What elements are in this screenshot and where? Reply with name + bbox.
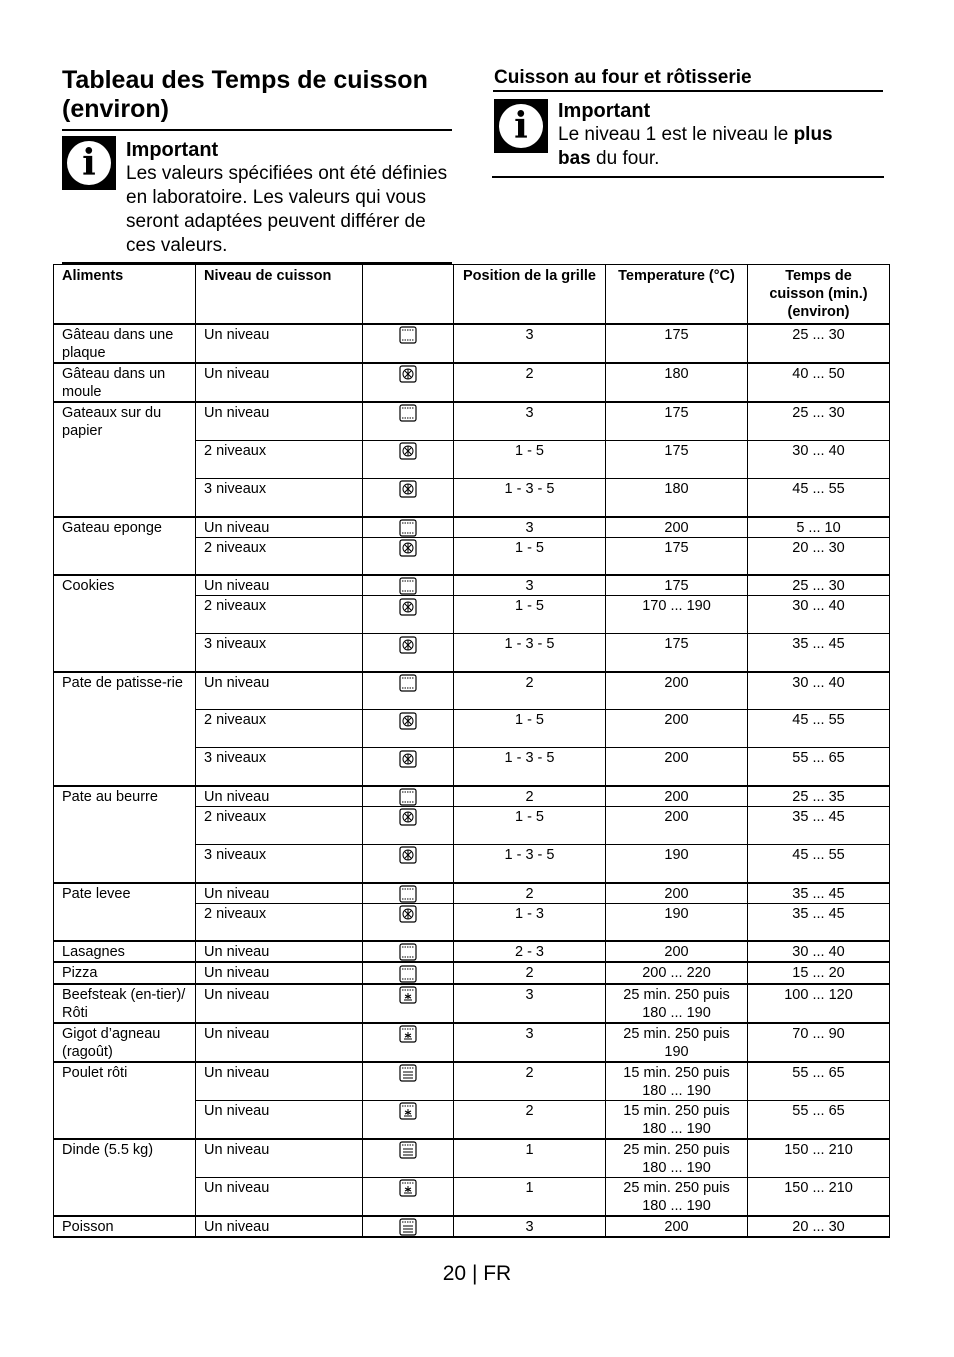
cell-position: 2 <box>454 1062 606 1101</box>
cell-food: Dinde (5.5 kg) <box>54 1139 196 1178</box>
cell-time: 35 ... 45 <box>748 634 890 672</box>
cell-mode <box>363 883 454 904</box>
cell-level: 2 niveaux <box>196 537 363 575</box>
cell-time: 70 ... 90 <box>748 1023 890 1062</box>
col-header-level: Niveau de cuisson <box>196 265 363 325</box>
cell-food <box>54 1100 196 1139</box>
cell-time: 20 ... 30 <box>748 1216 890 1237</box>
cell-mode <box>363 537 454 575</box>
cell-position: 2 <box>454 786 606 807</box>
cell-level: Un niveau <box>196 1177 363 1216</box>
cell-food: Gâteau dans une plaque <box>54 324 196 363</box>
cell-level: 2 niveaux <box>196 807 363 845</box>
cell-mode <box>363 962 454 983</box>
cell-mode <box>363 1100 454 1139</box>
cell-temperature: 190 <box>606 845 748 883</box>
table-row <box>54 807 890 845</box>
table-row <box>54 402 890 441</box>
table-row <box>54 710 890 748</box>
table-row <box>54 479 890 517</box>
cell-temperature: 200 <box>606 672 748 710</box>
cell-level: Un niveau <box>196 1139 363 1178</box>
cell-mode <box>363 324 454 363</box>
cell-food: Pate au beurre <box>54 786 196 807</box>
cell-food <box>54 596 196 634</box>
table-row <box>54 363 890 402</box>
cell-level: Un niveau <box>196 402 363 441</box>
important-text-bold: bas <box>558 148 591 169</box>
cell-level: Un niveau <box>196 786 363 807</box>
cell-position: 1 <box>454 1177 606 1216</box>
important-text-pre: Le niveau 1 est le niveau le <box>558 124 794 145</box>
cell-position: 1 - 5 <box>454 710 606 748</box>
cell-level: Un niveau <box>196 324 363 363</box>
cell-position: 3 <box>454 324 606 363</box>
cell-mode <box>363 1023 454 1062</box>
cell-food <box>54 903 196 941</box>
cell-mode <box>363 710 454 748</box>
cell-level: 3 niveaux <box>196 748 363 786</box>
cell-level: 3 niveaux <box>196 634 363 672</box>
cell-temperature: 175 <box>606 324 748 363</box>
cell-level: Un niveau <box>196 962 363 983</box>
cell-time: 5 ... 10 <box>748 517 890 538</box>
cell-time: 30 ... 40 <box>748 672 890 710</box>
important-text-bold: plus <box>793 124 833 145</box>
section-title: Cuisson au four et rôtisserie <box>494 67 752 88</box>
table-row <box>54 786 890 807</box>
cell-temperature: 25 min. 250 puis 180 ... 190 <box>606 984 748 1023</box>
page-number: 20 | FR <box>442 1262 512 1285</box>
cell-food: Pizza <box>54 962 196 983</box>
cell-level: Un niveau <box>196 1023 363 1062</box>
cell-position: 1 - 3 - 5 <box>454 748 606 786</box>
cell-position: 3 <box>454 1023 606 1062</box>
cell-time: 15 ... 20 <box>748 962 890 983</box>
cell-food: Gigot d’agneau (ragoût) <box>54 1023 196 1062</box>
cell-food: Poulet rôti <box>54 1062 196 1101</box>
info-icon: i <box>494 99 548 153</box>
cell-time: 45 ... 55 <box>748 845 890 883</box>
table-row <box>54 941 890 962</box>
cell-level: 3 niveaux <box>196 845 363 883</box>
cell-food <box>54 634 196 672</box>
cell-time: 150 ... 210 <box>748 1177 890 1216</box>
cell-temperature: 200 <box>606 517 748 538</box>
cell-food <box>54 710 196 748</box>
cell-time: 25 ... 30 <box>748 402 890 441</box>
cell-position: 3 <box>454 517 606 538</box>
fan-heat-icon <box>399 846 417 864</box>
cell-time: 100 ... 120 <box>748 984 890 1023</box>
table-row <box>54 845 890 883</box>
title-divider <box>62 129 452 131</box>
table-header-row <box>54 265 890 325</box>
grill-icon <box>399 1064 417 1082</box>
cell-temperature: 200 <box>606 807 748 845</box>
cell-food: Gâteau dans un moule <box>54 363 196 402</box>
top-bottom-heat-icon <box>399 885 417 903</box>
table-row <box>54 883 890 904</box>
cell-mode <box>363 984 454 1023</box>
important-text-post: du four. <box>590 148 660 169</box>
cell-time: 30 ... 40 <box>748 941 890 962</box>
cell-temperature: 175 <box>606 575 748 596</box>
cell-time: 25 ... 30 <box>748 324 890 363</box>
cell-level: Un niveau <box>196 363 363 402</box>
cell-temperature: 25 min. 250 puis 180 ... 190 <box>606 1139 748 1178</box>
cell-mode <box>363 1216 454 1237</box>
cell-time: 35 ... 45 <box>748 883 890 904</box>
cell-mode <box>363 596 454 634</box>
cell-time: 45 ... 55 <box>748 479 890 517</box>
cell-temperature: 200 <box>606 748 748 786</box>
cell-food <box>54 479 196 517</box>
cell-time: 30 ... 40 <box>748 596 890 634</box>
important-note-left <box>126 138 456 258</box>
col-header-position: Position de la grille <box>454 265 606 325</box>
cell-temperature: 200 <box>606 710 748 748</box>
table-row <box>54 537 890 575</box>
cell-position: 1 - 3 - 5 <box>454 479 606 517</box>
cell-food <box>54 748 196 786</box>
cell-level: 2 niveaux <box>196 596 363 634</box>
fan-heat-icon <box>399 539 417 557</box>
fan-heat-icon <box>399 905 417 923</box>
cell-time: 55 ... 65 <box>748 748 890 786</box>
cell-temperature: 200 <box>606 786 748 807</box>
cell-mode <box>363 517 454 538</box>
cell-level: Un niveau <box>196 517 363 538</box>
cell-food <box>54 537 196 575</box>
cooking-times-table <box>53 264 890 1238</box>
cell-food: Beefsteak (en-tier)/ Rôti <box>54 984 196 1023</box>
fan-heat-icon <box>399 480 417 498</box>
cell-temperature: 200 <box>606 1216 748 1237</box>
cell-mode <box>363 363 454 402</box>
top-bottom-heat-icon <box>399 577 417 595</box>
cell-position: 1 <box>454 1139 606 1178</box>
top-bottom-heat-icon <box>399 326 417 344</box>
cell-food <box>54 1177 196 1216</box>
cell-level: Un niveau <box>196 1100 363 1139</box>
cell-mode <box>363 748 454 786</box>
fan-heat-icon <box>399 636 417 654</box>
cell-mode <box>363 903 454 941</box>
cell-position: 3 <box>454 984 606 1023</box>
fan-heat-icon <box>399 808 417 826</box>
table-row <box>54 1216 890 1237</box>
table-row <box>54 903 890 941</box>
table-row <box>54 1023 890 1062</box>
cell-position: 1 - 5 <box>454 441 606 479</box>
cell-time: 35 ... 45 <box>748 903 890 941</box>
cell-food <box>54 441 196 479</box>
cell-level: 3 niveaux <box>196 479 363 517</box>
cell-level: Un niveau <box>196 672 363 710</box>
table-row <box>54 984 890 1023</box>
top-bottom-heat-icon <box>399 943 417 961</box>
cell-temperature: 175 <box>606 402 748 441</box>
fan-heat-icon <box>399 712 417 730</box>
note-divider <box>492 176 884 178</box>
fan-heat-icon <box>399 442 417 460</box>
important-note-right <box>558 99 878 171</box>
cell-position: 1 - 3 <box>454 903 606 941</box>
top-bottom-heat-icon <box>399 404 417 422</box>
cell-position: 2 - 3 <box>454 941 606 962</box>
cell-food: Pate levee <box>54 883 196 904</box>
table-row <box>54 962 890 983</box>
top-bottom-heat-icon <box>399 965 417 983</box>
cell-level: Un niveau <box>196 1062 363 1101</box>
cell-food: Cookies <box>54 575 196 596</box>
fan-grill-icon <box>399 1179 417 1197</box>
cell-time: 45 ... 55 <box>748 710 890 748</box>
important-heading: Important <box>126 139 219 161</box>
cell-mode <box>363 575 454 596</box>
cell-mode <box>363 479 454 517</box>
cell-level: 2 niveaux <box>196 441 363 479</box>
cell-position: 3 <box>454 575 606 596</box>
cell-level: Un niveau <box>196 1216 363 1237</box>
table-row <box>54 748 890 786</box>
cell-position: 2 <box>454 672 606 710</box>
fan-grill-icon <box>399 1102 417 1120</box>
cell-temperature: 25 min. 250 puis 190 <box>606 1023 748 1062</box>
cell-position: 2 <box>454 883 606 904</box>
info-icon: i <box>62 136 116 190</box>
table-row <box>54 575 890 596</box>
section-divider <box>493 90 883 92</box>
top-bottom-heat-icon <box>399 674 417 692</box>
cell-time: 55 ... 65 <box>748 1062 890 1101</box>
table-row <box>54 1139 890 1178</box>
cell-position: 1 - 3 - 5 <box>454 634 606 672</box>
cell-position: 2 <box>454 962 606 983</box>
cell-level: Un niveau <box>196 941 363 962</box>
cell-mode <box>363 1062 454 1101</box>
fan-heat-icon <box>399 750 417 768</box>
cell-position: 1 - 3 - 5 <box>454 845 606 883</box>
cell-position: 2 <box>454 363 606 402</box>
cell-temperature: 170 ... 190 <box>606 596 748 634</box>
cell-mode <box>363 845 454 883</box>
cell-time: 25 ... 30 <box>748 575 890 596</box>
cell-level: 2 niveaux <box>196 710 363 748</box>
cell-time: 25 ... 35 <box>748 786 890 807</box>
fan-heat-icon <box>399 598 417 616</box>
cell-mode <box>363 402 454 441</box>
cell-temperature: 180 <box>606 363 748 402</box>
table-row <box>54 1062 890 1101</box>
table-row <box>54 517 890 538</box>
cell-food <box>54 845 196 883</box>
cell-position: 3 <box>454 402 606 441</box>
cell-time: 20 ... 30 <box>748 537 890 575</box>
fan-heat-icon <box>399 365 417 383</box>
cell-mode <box>363 807 454 845</box>
important-text: Les valeurs spécifiées ont été définies en laboratoire. Les valeurs qui vous seront adaptées peuvent différer de ces valeurs. <box>126 163 448 256</box>
cell-food: Poisson <box>54 1216 196 1237</box>
cell-mode <box>363 786 454 807</box>
cell-time: 40 ... 50 <box>748 363 890 402</box>
grill-icon <box>399 1218 417 1236</box>
cell-temperature: 200 <box>606 883 748 904</box>
fan-grill-icon <box>399 986 417 1004</box>
cell-food: Gateaux sur du papier <box>54 402 196 441</box>
cell-mode <box>363 1139 454 1178</box>
cell-mode <box>363 672 454 710</box>
table-row <box>54 634 890 672</box>
fan-grill-icon <box>399 1025 417 1043</box>
col-header-temperature: Temperature (°C) <box>606 265 748 325</box>
cell-temperature: 15 min. 250 puis 180 ... 190 <box>606 1062 748 1101</box>
cell-temperature: 175 <box>606 537 748 575</box>
cell-level: 2 niveaux <box>196 903 363 941</box>
cell-temperature: 15 min. 250 puis 180 ... 190 <box>606 1100 748 1139</box>
table-row <box>54 672 890 710</box>
page-title: Tableau des Temps de cuisson (environ) <box>62 66 428 123</box>
important-heading: Important <box>558 100 651 122</box>
cell-temperature: 190 <box>606 903 748 941</box>
cell-food <box>54 807 196 845</box>
table-row <box>54 441 890 479</box>
cell-mode <box>363 441 454 479</box>
cell-mode <box>363 941 454 962</box>
cell-temperature: 25 min. 250 puis 180 ... 190 <box>606 1177 748 1216</box>
cell-level: Un niveau <box>196 984 363 1023</box>
cell-level: Un niveau <box>196 575 363 596</box>
cell-position: 3 <box>454 1216 606 1237</box>
table-body <box>54 324 890 1237</box>
cell-level: Un niveau <box>196 883 363 904</box>
top-bottom-heat-icon <box>399 788 417 806</box>
table-row <box>54 596 890 634</box>
table-row <box>54 324 890 363</box>
cell-food: Lasagnes <box>54 941 196 962</box>
cell-mode <box>363 1177 454 1216</box>
cell-time: 35 ... 45 <box>748 807 890 845</box>
cell-temperature: 175 <box>606 441 748 479</box>
table-row <box>54 1177 890 1216</box>
col-header-mode <box>363 265 454 325</box>
cell-temperature: 180 <box>606 479 748 517</box>
col-header-food: Aliments <box>54 265 196 325</box>
cell-time: 150 ... 210 <box>748 1139 890 1178</box>
cell-time: 30 ... 40 <box>748 441 890 479</box>
grill-icon <box>399 1141 417 1159</box>
top-bottom-heat-icon <box>399 519 417 537</box>
table-row <box>54 1100 890 1139</box>
cell-position: 1 - 5 <box>454 596 606 634</box>
cell-temperature: 200 ... 220 <box>606 962 748 983</box>
cell-time: 55 ... 65 <box>748 1100 890 1139</box>
cell-position: 1 - 5 <box>454 807 606 845</box>
cell-position: 1 - 5 <box>454 537 606 575</box>
cell-food: Gateau eponge <box>54 517 196 538</box>
col-header-time: Temps de cuisson (min.) (environ) <box>748 265 890 325</box>
cell-mode <box>363 634 454 672</box>
cell-food: Pate de patisse-rie <box>54 672 196 710</box>
cell-temperature: 175 <box>606 634 748 672</box>
cell-position: 2 <box>454 1100 606 1139</box>
cell-temperature: 200 <box>606 941 748 962</box>
